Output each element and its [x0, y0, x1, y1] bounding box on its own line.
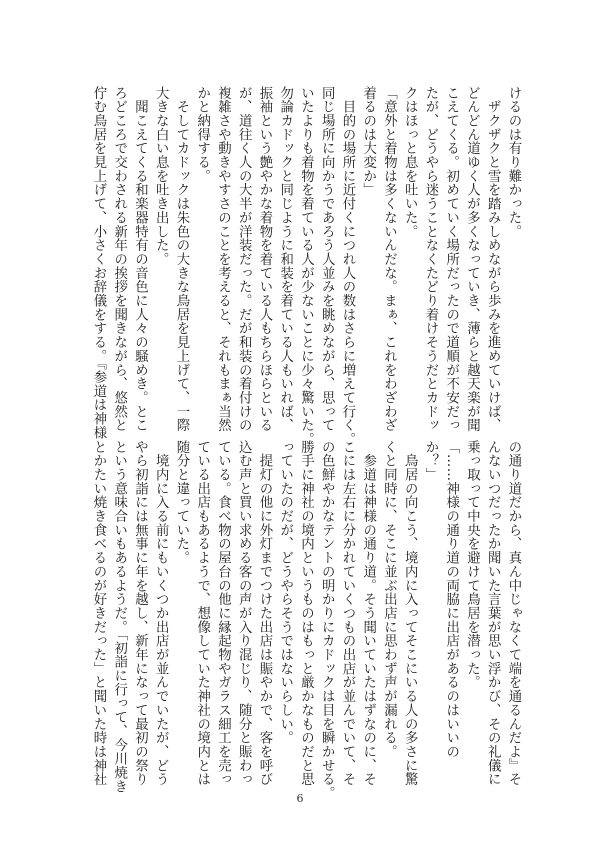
upper-text-block: [87, 86, 523, 447]
text-column: か？」: [423, 440, 438, 482]
text-column: とかたい焼き食べるのが好きだった」と聞いた時は神社: [91, 440, 106, 787]
text-column: の色鮮やかなテントの明かりにカドックは目を瞬かせる。: [319, 440, 335, 801]
text-column: こには左右に分かれていくつもの出店が並んでいて、そ: [340, 440, 355, 787]
page-number: 6: [296, 792, 304, 805]
text-column: 参道は神様の通り道。そう聞いていたはずなのに、そ: [360, 440, 376, 787]
text-column: 佇む鳥居を見上げて、小さくお辞儀をする。『参道は神様: [91, 86, 106, 440]
text-column: 「……神様の通り道の両脇に出店があるのはいいの: [443, 440, 459, 759]
text-column: 提灯の他に外灯までつけた出店は賑やかで、客を呼び: [257, 440, 272, 787]
text-column: 聞こえてくる和楽器特有の音色に人々の騒めき。とこ: [132, 86, 148, 433]
text-column: 境内に入る前にもいくつか出店が並んでいたが、どう: [153, 440, 169, 787]
text-column: たが、どうやら迷うことなくたどり着けそうだとカドッ: [423, 86, 438, 433]
text-column: 勿論カドックと同じように和装を着ている人もいれば、: [277, 86, 293, 433]
text-column: が、道往く人の大半が洋装だった。だが和装の着付けの: [236, 86, 252, 433]
text-column: 込む声と買い求める客の声が入り混じり、随分と賑わっ: [236, 440, 252, 787]
text-column: けるのは有り難かった。: [506, 86, 521, 239]
text-column: 振袖という艶やかな着物を着ている人もちらほらといる: [257, 86, 272, 433]
text-column: 随分と違っていた。: [174, 440, 189, 565]
text-column: 大きな白い息を吐き出した。: [153, 86, 169, 267]
text-column: いたよりも着物を着ている人が少ないことに少々驚いた。: [298, 86, 314, 447]
text-column: クはほっと息を吐いた。: [402, 86, 418, 239]
text-column: という意味合いもあるようだ。「初詣に行って、今川焼き: [111, 440, 127, 794]
text-column: 着るのは大変か」: [360, 86, 376, 197]
text-column: 乗っ取って中央を避けて鳥居を潜った。: [464, 440, 480, 690]
text-column: 同じ場所に向かうであろう人並みを眺めながら、思って: [319, 86, 335, 433]
text-column: の通り道だから、真ん中じゃなくて端を通るんだよ』そ: [506, 440, 521, 787]
text-column: かと納得する。: [194, 86, 210, 183]
text-column: 勝手に神社の境内というものはもっと厳かなものだと思: [298, 440, 314, 787]
text-column: 目的の場所に近付くにつれ人の数はさらに増えて行く。: [340, 86, 355, 447]
text-column: 鳥居の向こう、境内に入ってそこにいる人の多さに驚: [402, 440, 418, 787]
text-column: どんどん道ゆく人が多くなっていき、薄らと越天楽が聞: [464, 86, 480, 433]
text-column: こえてくる。初めていく場所だったので道順が不安だっ: [443, 86, 459, 433]
text-column: 「意外と着物は多くないんだな。まぁ、これをわざわざ: [381, 86, 397, 433]
text-column: 複雑さや動きやすさのことを考えると、それもまぁ当然: [215, 86, 231, 433]
text-column: ている出店もあるようで、想像していた神社の境内とは: [194, 440, 210, 787]
text-column: ザクザクと雪を踏みしめながら歩みを進めていけば、: [485, 86, 501, 433]
text-column: くと同時に、そこに並ぶ出店に思わず声が漏れる。: [381, 440, 397, 759]
text-column: そしてカドックは朱色の大きな鳥居を見上げて、一際: [174, 86, 189, 433]
text-column: っていたのだが、どうやらそうではないらしい。: [277, 440, 293, 745]
text-column: ている。食べ物の屋台の他に縁起物やガラス細工を売っ: [215, 440, 231, 787]
text-column: やら初詣には無事に年を越し、新年になって最初の祭り: [132, 440, 148, 787]
text-column: ろどころで交わされる新年の挨拶を聞きながら、悠然と: [111, 86, 127, 433]
text-column: んないつだったか聞いた言葉が思い浮かび、その礼儀に: [485, 440, 501, 787]
lower-text-block: [87, 440, 523, 801]
